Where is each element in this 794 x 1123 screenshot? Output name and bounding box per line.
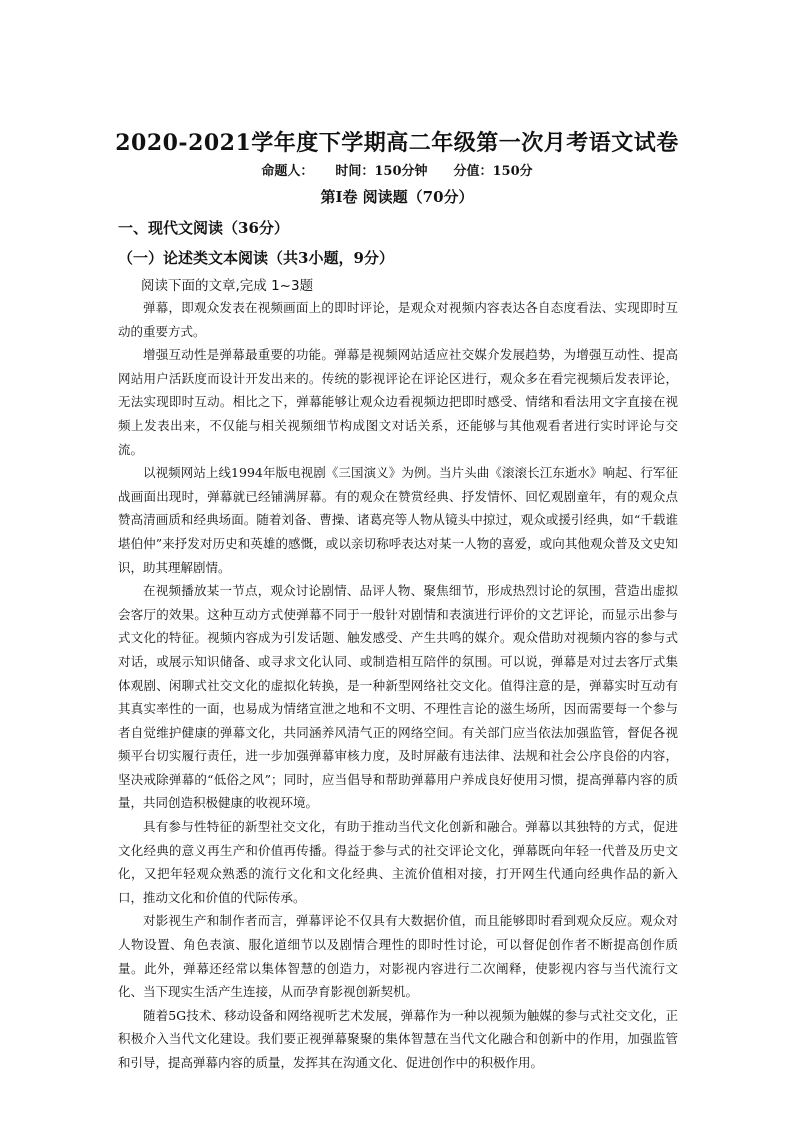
score-label: 分值：150分 (453, 164, 533, 179)
exam-title: 2020-2021学年度下学期高二年级第一次月考语文试卷 (115, 130, 679, 156)
part-title: 第Ⅰ卷 阅读题（70分） (320, 188, 474, 206)
section-heading-1: 一、现代文阅读（36分） (118, 219, 289, 237)
exam-meta (0, 160, 794, 179)
article-body (118, 296, 678, 1075)
article-paragraph: 对影视生产和制作者而言，弹幕评论不仅具有大数据价值，而且能够即时看到观众反应。观众对人物设置、角色表演、服化道细节以及剧情合理性的即时性讨论，可以督促创作者不断提高创作质量。此外，弹幕还经常以集体智慧的创造力，对影视内容进行二次阐释，使影视内容与当代流行文化、当下现实生活产生连接，从而孕育影视创新契机。 (118, 913, 678, 1000)
article-paragraph: 随着5G技术、移动设备和网络视听艺术发展，弹幕作为一种以视频为触媒的参与式社交文化，正积极介入当代文化建设。我们要正视弹幕聚聚的集体智慧在当代文化融合和创新中的作用，加强监管和引导，提高弹幕内容的质量，发挥其在沟通文化、促进创作中的积极作用。 (118, 1007, 678, 1070)
article-paragraph: 具有参与性特征的新型社交文化，有助于推动当代文化创新和融合。弹幕以其独特的方式，促进文化经典的意义再生产和价值再传播。得益于参与式的社交评论文化，弹幕既向年轻一代普及历史文化，又把年轻观众熟悉的流行文化和文化经典、主流价值相对接，打开网生代通向经典作品的新入口，推动文化和价值的代际传承。 (118, 819, 678, 905)
article-paragraph: 在视频播放某一节点，观众讨论剧情、品评人物、聚焦细节，形成热烈讨论的氛围，营造出虚拟会客厅的效果。这种互动方式使弹幕不同于一般针对剧情和表演进行评价的文艺评论，而显示出参与式文化的特征。视频内容成为引发话题、触发感受、产生共鸣的媒介。观众借助对视频内容的参与式对话，或展示知识储备、或寻求文化认同、或制造相互陪伴的氛围。可以说，弹幕是对过去客厅式集体观剧、闲聊式社交文化的虚拟化转换，是一种新型网络社交文化。值得注意的是，弹幕实时互动有其真实率性的一面，也易成为情绪宣泄之地和不文明、不理性言论的滋生场所，因而需要每一个参与者自觉维护健康的弹幕文化，共同涵养风清气正的网络空间。有关部门应当依法加强监管，督促各视频平台切实履行责任，进一步加强弹幕审核力度，及时屏蔽有违法律、法规和社会公序良俗的内容，坚决戒除弹幕的“低俗之风”；同时，应当倡导和帮助弹幕用户养成良好使用习惯，提高弹幕内容的质量，共同创造积极健康的收视环境。 (118, 583, 678, 811)
author-label: 命题人： (261, 164, 314, 179)
reading-instruction: 阅读下面的文章,完成 1~3题 (141, 278, 314, 294)
article-paragraph: 以视频网站上线1994年版电视剧《三国演义》为例。当片头曲《滚滚长江东逝水》响起、行军征战画面出现时，弹幕就已经铺满屏幕。有的观众在赞赏经典、抒发情怀、回忆观剧童年，有的观众点赞高清画质和经典场面。随着刘备、曹操、诸葛亮等人物从镜头中掠过，观众或援引经典，如“千载谁堪伯仲”来抒发对历史和英雄的感慨，或以亲切称呼表达对某一人物的喜爱，或向其他观众普及文史知识，助其理解剧情。 (118, 465, 678, 575)
article-paragraph: 增强互动性是弹幕最重要的功能。弹幕是视频网站适应社交媒介发展趋势，为增强互动性、提高网站用户活跃度而设计开发出来的。传统的影视评论在评论区进行，观众多在看完视频后发表评论，无法实现即时互动。相比之下，弹幕能够让观众边看视频边把即时感受、情绪和看法用文字直接在视频上发表出来，不仅能与相关视频细节构成图文对话关系，还能够与其他观看者进行实时评论与交流。 (118, 347, 678, 457)
section-heading-2: （一）论述类文本阅读（共3小题，9分） (118, 249, 394, 267)
time-label: 时间：150分钟 (335, 164, 428, 179)
article-paragraph: 弹幕，即观众发表在视频画面上的即时评论，是观众对视频内容表达各自态度看法、实现即时互动的重要方式。 (118, 300, 678, 339)
